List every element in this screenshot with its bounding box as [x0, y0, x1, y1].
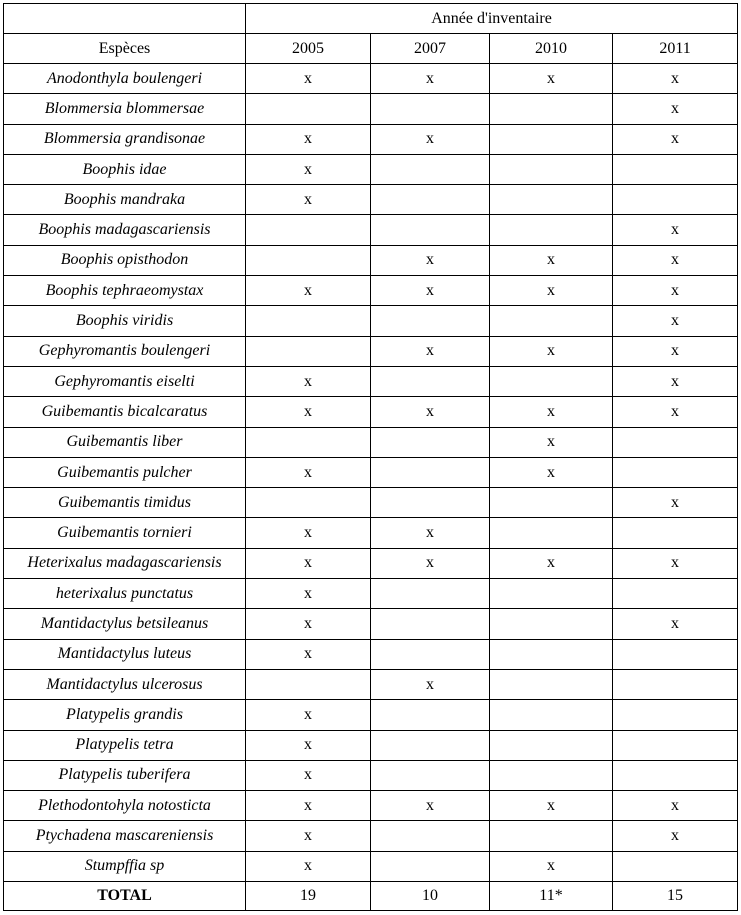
- table-row: [4, 791, 738, 821]
- table-row: [4, 518, 738, 548]
- presence-mark-cell: x: [371, 548, 490, 578]
- inventory-table: [3, 3, 738, 911]
- presence-mark-cell: x: [246, 185, 371, 215]
- total-value-cell: 10: [371, 882, 490, 911]
- presence-mark-cell: [490, 730, 613, 760]
- presence-mark-cell: [371, 639, 490, 669]
- table-row: [4, 700, 738, 730]
- total-value-cell: 11*: [490, 882, 613, 911]
- table-row: [4, 579, 738, 609]
- presence-mark-cell: x: [371, 64, 490, 94]
- presence-mark-cell: x: [246, 366, 371, 396]
- species-name-cell: Boophis viridis: [4, 306, 246, 336]
- table-row: [4, 548, 738, 578]
- presence-mark-cell: x: [371, 336, 490, 366]
- total-value-cell: 19: [246, 882, 371, 911]
- species-name-cell: Guibemantis liber: [4, 427, 246, 457]
- presence-mark-cell: [371, 700, 490, 730]
- table-row: [4, 215, 738, 245]
- table-row: [4, 488, 738, 518]
- presence-mark-cell: x: [246, 851, 371, 881]
- presence-mark-cell: x: [371, 397, 490, 427]
- presence-mark-cell: x: [613, 336, 738, 366]
- presence-mark-cell: [246, 94, 371, 124]
- presence-mark-cell: [490, 821, 613, 851]
- presence-mark-cell: x: [613, 245, 738, 275]
- table-row: [4, 669, 738, 699]
- table-row: [4, 276, 738, 306]
- presence-mark-cell: x: [490, 397, 613, 427]
- presence-mark-cell: x: [371, 245, 490, 275]
- presence-mark-cell: x: [613, 548, 738, 578]
- species-name-cell: Heterixalus madagascariensis: [4, 548, 246, 578]
- presence-mark-cell: [371, 760, 490, 790]
- presence-mark-cell: x: [490, 336, 613, 366]
- year-header-2010: 2010: [490, 34, 613, 64]
- species-name-cell: Gephyromantis eiselti: [4, 366, 246, 396]
- presence-mark-cell: x: [246, 457, 371, 487]
- total-row: [4, 882, 738, 911]
- total-value-cell: 15: [613, 882, 738, 911]
- presence-mark-cell: x: [490, 548, 613, 578]
- presence-mark-cell: [371, 306, 490, 336]
- presence-mark-cell: x: [371, 791, 490, 821]
- presence-mark-cell: [490, 639, 613, 669]
- presence-mark-cell: x: [613, 276, 738, 306]
- presence-mark-cell: [613, 185, 738, 215]
- species-name-cell: Boophis opisthodon: [4, 245, 246, 275]
- table-row: [4, 821, 738, 851]
- presence-mark-cell: x: [613, 821, 738, 851]
- presence-mark-cell: [613, 760, 738, 790]
- presence-mark-cell: [371, 457, 490, 487]
- presence-mark-cell: [613, 851, 738, 881]
- table-row: [4, 64, 738, 94]
- presence-mark-cell: [371, 851, 490, 881]
- presence-mark-cell: x: [246, 760, 371, 790]
- presence-mark-cell: x: [246, 609, 371, 639]
- table-row: [4, 609, 738, 639]
- species-name-cell: Platypelis tetra: [4, 730, 246, 760]
- presence-mark-cell: x: [490, 851, 613, 881]
- presence-mark-cell: [371, 730, 490, 760]
- presence-mark-cell: x: [246, 518, 371, 548]
- presence-mark-cell: [246, 488, 371, 518]
- presence-mark-cell: x: [490, 427, 613, 457]
- presence-mark-cell: x: [246, 579, 371, 609]
- presence-mark-cell: x: [246, 730, 371, 760]
- presence-mark-cell: [246, 336, 371, 366]
- presence-mark-cell: [490, 760, 613, 790]
- presence-mark-cell: x: [246, 821, 371, 851]
- presence-mark-cell: [490, 700, 613, 730]
- year-header-2007: 2007: [371, 34, 490, 64]
- presence-mark-cell: x: [490, 791, 613, 821]
- table-row: [4, 427, 738, 457]
- presence-mark-cell: [371, 185, 490, 215]
- species-name-cell: Anodonthyla boulengeri: [4, 64, 246, 94]
- presence-mark-cell: x: [490, 276, 613, 306]
- presence-mark-cell: [613, 154, 738, 184]
- presence-mark-cell: x: [490, 457, 613, 487]
- presence-mark-cell: [246, 427, 371, 457]
- presence-mark-cell: [613, 639, 738, 669]
- presence-mark-cell: x: [490, 245, 613, 275]
- table-row: [4, 851, 738, 881]
- presence-mark-cell: [246, 669, 371, 699]
- presence-mark-cell: [371, 427, 490, 457]
- presence-mark-cell: [371, 215, 490, 245]
- presence-mark-cell: x: [246, 639, 371, 669]
- presence-mark-cell: [490, 154, 613, 184]
- species-name-cell: Platypelis tuberifera: [4, 760, 246, 790]
- presence-mark-cell: x: [613, 124, 738, 154]
- species-name-cell: Mantidactylus luteus: [4, 639, 246, 669]
- presence-mark-cell: [490, 609, 613, 639]
- total-label: TOTAL: [4, 882, 246, 911]
- presence-mark-cell: x: [246, 154, 371, 184]
- presence-mark-cell: x: [613, 94, 738, 124]
- table-row: [4, 245, 738, 275]
- presence-mark-cell: [490, 185, 613, 215]
- presence-mark-cell: x: [371, 276, 490, 306]
- species-column-header: Espèces: [4, 34, 246, 64]
- species-name-cell: Ptychadena mascareniensis: [4, 821, 246, 851]
- year-group-header: Année d'inventaire: [246, 4, 738, 34]
- table-row: [4, 94, 738, 124]
- table-row: [4, 154, 738, 184]
- presence-mark-cell: [371, 94, 490, 124]
- presence-mark-cell: x: [246, 548, 371, 578]
- presence-mark-cell: x: [371, 669, 490, 699]
- table-row: [4, 336, 738, 366]
- presence-mark-cell: [246, 245, 371, 275]
- presence-mark-cell: [371, 579, 490, 609]
- table-row: [4, 730, 738, 760]
- presence-mark-cell: [490, 124, 613, 154]
- presence-mark-cell: x: [613, 64, 738, 94]
- species-name-cell: Gephyromantis boulengeri: [4, 336, 246, 366]
- presence-mark-cell: [246, 215, 371, 245]
- presence-mark-cell: x: [246, 64, 371, 94]
- species-name-cell: Boophis idae: [4, 154, 246, 184]
- table-row: [4, 185, 738, 215]
- presence-mark-cell: x: [490, 64, 613, 94]
- table-row: [4, 760, 738, 790]
- table-row: [4, 124, 738, 154]
- presence-mark-cell: [613, 669, 738, 699]
- presence-mark-cell: x: [613, 306, 738, 336]
- presence-mark-cell: x: [613, 366, 738, 396]
- presence-mark-cell: [490, 488, 613, 518]
- presence-mark-cell: x: [613, 488, 738, 518]
- species-name-cell: Blommersia grandisonae: [4, 124, 246, 154]
- presence-mark-cell: [613, 700, 738, 730]
- table-row: [4, 306, 738, 336]
- presence-mark-cell: [246, 306, 371, 336]
- presence-mark-cell: x: [613, 791, 738, 821]
- presence-mark-cell: [371, 821, 490, 851]
- header-empty-cell: [4, 4, 246, 34]
- species-name-cell: Blommersia blommersae: [4, 94, 246, 124]
- header-row-years: [4, 34, 738, 64]
- presence-mark-cell: x: [246, 791, 371, 821]
- table-row: [4, 366, 738, 396]
- species-name-cell: Plethodontohyla notosticta: [4, 791, 246, 821]
- presence-mark-cell: [371, 609, 490, 639]
- presence-mark-cell: [490, 306, 613, 336]
- species-name-cell: heterixalus punctatus: [4, 579, 246, 609]
- presence-mark-cell: [613, 427, 738, 457]
- species-name-cell: Mantidactylus betsileanus: [4, 609, 246, 639]
- header-row-group: [4, 4, 738, 34]
- presence-mark-cell: [490, 366, 613, 396]
- year-header-2011: 2011: [613, 34, 738, 64]
- species-name-cell: Guibemantis bicalcaratus: [4, 397, 246, 427]
- presence-mark-cell: x: [371, 124, 490, 154]
- presence-mark-cell: [371, 366, 490, 396]
- species-name-cell: Stumpffia sp: [4, 851, 246, 881]
- species-name-cell: Mantidactylus ulcerosus: [4, 669, 246, 699]
- species-name-cell: Boophis mandraka: [4, 185, 246, 215]
- species-name-cell: Boophis tephraeomystax: [4, 276, 246, 306]
- table-row: [4, 457, 738, 487]
- presence-mark-cell: x: [246, 276, 371, 306]
- presence-mark-cell: x: [613, 397, 738, 427]
- presence-mark-cell: x: [613, 609, 738, 639]
- presence-mark-cell: x: [246, 124, 371, 154]
- presence-mark-cell: [613, 579, 738, 609]
- species-name-cell: Guibemantis timidus: [4, 488, 246, 518]
- species-name-cell: Guibemantis pulcher: [4, 457, 246, 487]
- presence-mark-cell: x: [613, 215, 738, 245]
- presence-mark-cell: [490, 215, 613, 245]
- table-row: [4, 397, 738, 427]
- presence-mark-cell: [613, 457, 738, 487]
- presence-mark-cell: [371, 488, 490, 518]
- presence-mark-cell: x: [246, 397, 371, 427]
- presence-mark-cell: x: [246, 700, 371, 730]
- year-header-2005: 2005: [246, 34, 371, 64]
- species-name-cell: Platypelis grandis: [4, 700, 246, 730]
- table-row: [4, 639, 738, 669]
- presence-mark-cell: [490, 518, 613, 548]
- presence-mark-cell: [371, 154, 490, 184]
- presence-mark-cell: [490, 579, 613, 609]
- inventory-table-body: [4, 4, 738, 911]
- presence-mark-cell: [490, 94, 613, 124]
- presence-mark-cell: [490, 669, 613, 699]
- species-name-cell: Boophis madagascariensis: [4, 215, 246, 245]
- species-name-cell: Guibemantis tornieri: [4, 518, 246, 548]
- presence-mark-cell: x: [371, 518, 490, 548]
- presence-mark-cell: [613, 730, 738, 760]
- presence-mark-cell: [613, 518, 738, 548]
